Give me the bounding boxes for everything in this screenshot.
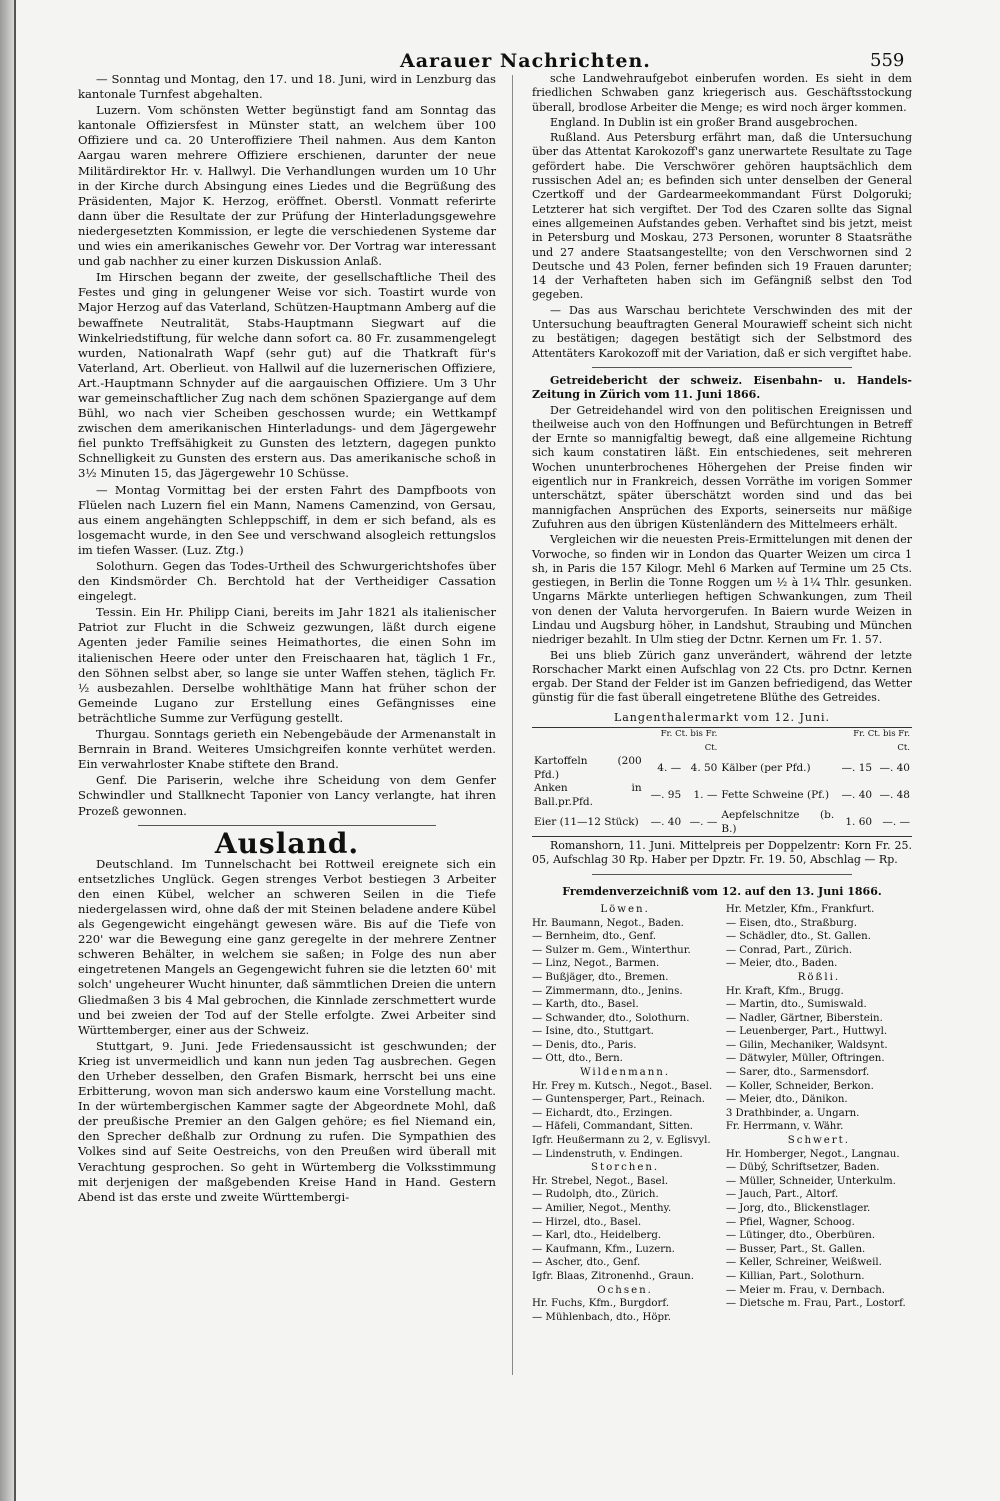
market-cell-l-item: Eier (11—12 Stück) bbox=[534, 815, 639, 828]
market-cell-l-to: 4. 50 bbox=[690, 761, 718, 774]
right-paragraphs bbox=[532, 72, 912, 361]
guest-list bbox=[532, 903, 912, 1324]
column-divider bbox=[512, 75, 513, 1375]
getreide-paragraphs bbox=[532, 404, 912, 706]
market-cell-r-to: —. 40 bbox=[879, 761, 910, 774]
article-paragraph: England. In Dublin ist ein großer Brand ausgebrochen. bbox=[550, 115, 858, 129]
guest-entry: Fr. Herrmann, v. Währ. bbox=[725, 1121, 844, 1133]
hotel-name: Ochsen. bbox=[597, 1284, 653, 1296]
market-col-header-right: Fr. Ct. bis Fr. Ct. bbox=[853, 729, 910, 753]
guest-entry: — Eisen, dto., Straßburg. bbox=[725, 917, 858, 929]
market-table bbox=[532, 728, 912, 836]
market-header-row bbox=[532, 728, 912, 755]
guest-entry: — Lindenstruth, v. Endingen. bbox=[532, 1148, 683, 1160]
market-cell-r-from: 1. 60 bbox=[845, 815, 873, 828]
article-paragraph: Tessin. Ein Hr. Philipp Ciani, bereits im Jahr 1821 als italienischer Patriot zur Flucht in die Schweiz gezwungen, läßt durch eigene Agenten jeder Familie seines Heimathortes, die einen Sohn im italienischen Heere oder unter den Freischaaren hat, täglich 1 Fr., den Söhnen selbst aber, so lange sie unter Waffen stehen, täglich Fr. ½ ausbezahlen. Derselbe wohlthätige Mann hat früher schon der Gemeinde Lugano zur Erstellung eines Gefängnisses eine beträchtliche Summe zur Verfügung gestellt. bbox=[78, 605, 496, 725]
guest-entry: Igfr. Blaas, Zitronenhd., Graun. bbox=[532, 1270, 694, 1282]
guest-entry: — Dätwyler, Müller, Oftringen. bbox=[725, 1053, 885, 1065]
guest-entry: — Koller, Schneider, Berkon. bbox=[725, 1080, 874, 1092]
market-cell-l-from: —. 40 bbox=[650, 815, 682, 828]
article-paragraph: Rußland. Aus Petersburg erfährt man, daß die Untersuchung über das Attentat Karokozoff's ganz unerwartete Resultate zu Tage gefördert habe. Die Verschwörer gehören hauptsächlich dem russischen Adel an; es befinden sich unter denselben der General Czertkoff und der Gardearmeekommandant Fürst Dolgoruki; Letzterer hat sich vergiftet. Der Tod des Czaren sollte das Signal eines allgemeinen Aufstandes geben. Verhaftet sind bis jetzt, meist in Petersburg und Moskau, 273 Personen, worunter 8 Staatsräthe und 27 andere Staatsangestellte; von den Verschwornen sind 2 Deutsche und 43 Polen, ferner befinden sich 19 Frauen darunter; 14 der Verhafteten haben sich im Gefängniß selbst den Tod gegeben. bbox=[532, 131, 912, 302]
fremden-title: Fremdenverzeichniß vom 12. auf den 13. Juni 1866. bbox=[562, 884, 882, 898]
guest-entry: — Killian, Part., Solothurn. bbox=[725, 1270, 865, 1282]
guest-entry: — Lütinger, dto., Oberbüren. bbox=[725, 1230, 876, 1242]
section-rule-2 bbox=[592, 367, 852, 368]
market-cell-l-to: 1. — bbox=[693, 788, 718, 801]
guest-entry: — Martin, dto., Sumiswald. bbox=[725, 999, 867, 1011]
market-row bbox=[532, 809, 912, 836]
guest-entry: — Guntensperger, Part., Reinach. bbox=[532, 1094, 706, 1106]
guest-entry: Hr. Kraft, Kfm., Brugg. bbox=[725, 985, 844, 997]
guest-entry: — Dübý, Schriftsetzer, Baden. bbox=[725, 1162, 880, 1174]
guest-entry: — Bußjäger, dto., Bremen. bbox=[532, 971, 669, 983]
market-cell-l-from: —. 95 bbox=[650, 788, 682, 801]
guest-entry: — Sulzer m. Gem., Winterthur. bbox=[532, 944, 691, 956]
guest-entry: — Karth, dto., Basel. bbox=[532, 999, 639, 1011]
guest-entry: — Bernheim, dto., Genf. bbox=[532, 931, 657, 943]
guest-entry: — Meier, dto., Dänikon. bbox=[725, 1094, 848, 1106]
guest-entry: Hr. Baumann, Negot., Baden. bbox=[532, 917, 684, 929]
ausland-paragraph: Stuttgart, 9. Juni. Jede Friedensaussicht ist geschwunden; der Krieg ist unvermeidlich und kann nun jeden Tag ausbrechen. Gegen den Urheber desselben, den Grafen Bismark, herrscht bei uns eine Erbitterung, wovon man sich anderswo kaum eine Vorstellung macht. In der würtembergischen Kammer sagte der Abgeordnete Mohl, daß der preußische Premier an den Galgen gehöre; es fiel Niemand ein, den Sprecher deßhalb zur Ordnung zu rufen. Die Sympathien des Volkes sind auf Seite Oestreichs, von den Preußen wird überall mit Verachtung gesprochen. So geht in Würtemberg die Volksstimmung mit derjenigen der maßgebenden Kreise Hand in Hand. Gestern Abend ist das erste und zweite Württembergi- bbox=[78, 1038, 496, 1204]
market-cell-r-to: —. — bbox=[882, 815, 910, 828]
market-table-wrap bbox=[532, 727, 912, 837]
article-paragraph: Im Hirschen begann der zweite, der gesellschaftliche Theil des Festes und ging in gelungener Weise vor sich. Toastirt wurde von Major Herzog auf das Vaterland, Schützen-Hauptmann Amberg auf die bewaffnete Neutralität, Stabs-Hauptmann Siegwart auf die Winkelriedstiftung, für welche dann sofort ca. 80 Fr. zusammengelegt wurden, Nationalrath Wapf (sehr gut) auf die Thatkraft für's Vaterland, Art. Oberlieut. von Hallwil auf die luzernerischen Offiziere, Art.-Hauptmann Schnyder auf die aargauischen Offiziere. Um 3 Uhr war gemeinschaftlicher Zug nach dem schönen Spaziergange auf dem Bühl, wo nach vier Scheiben geschossen wurde; ein Wettkampf zwischen dem amerikanischen Hinterladungs- und dem Jägergewehr fiel punkto Treffsähigkeit zu Gunsten des letztern, dagegen punkto Schnelligkeit zu Gunsten des erstern aus. Das amerikanische schoß in 3½ Minuten 15, das Jägergewehr 10 Schüsse. bbox=[78, 270, 496, 481]
guest-entry: — Keller, Schreiner, Weißweil. bbox=[725, 1257, 882, 1269]
hotel-name: Löwen. bbox=[600, 903, 650, 915]
guest-entry: — Meier, dto., Baden. bbox=[725, 958, 838, 970]
market-cell-r-item: Fette Schweine (Pf.) bbox=[721, 788, 830, 801]
article-paragraph: — Das aus Warschau berichtete Verschwinden des mit der Untersuchung beauftragten General Mourawieff scheint sich nicht zu bestätigen; dagegen bestätigt sich der Selbstmord des Attentäters Karokozoff mit der Variation, daß er sich vergiftet habe. bbox=[532, 303, 912, 360]
market-col-header-left: Fr. Ct. bis Fr. Ct. bbox=[660, 729, 718, 753]
page-number: 559 bbox=[870, 50, 905, 71]
guest-column-left bbox=[532, 903, 718, 1324]
guest-entry: — Kaufmann, Kfm., Luzern. bbox=[532, 1243, 675, 1255]
guest-entry: Hr. Metzler, Kfm., Frankfurt. bbox=[725, 903, 875, 915]
market-cell-l-from: 4. — bbox=[657, 761, 682, 774]
romanshorn-report: Romanshorn, 11. Juni. Mittelpreis per Doppelzentr: Korn Fr. 25. 05, Aufschlag 30 Rp. Haber per Dpztr. Fr. 19. 50, Abschlag — Rp. bbox=[532, 839, 912, 867]
getreide-paragraph: Der Getreidehandel wird von den politischen Ereignissen und theilweise auch von den Hoffnungen und Befürchtungen in Betreff der Ernte so mannigfaltig bewegt, daß eine allgemeine Richtung sich kaum constatiren läßt. Ein entschiedenes, seit mehreren Wochen ununterbrochenes Höhergehen der Preise finden wir eigentlich nur in Frankreich, dessen Vorräthe im vorigen Sommer unterschätzt, später überschätzt worden sind und das bei mannigfachen Ansprüchen des Exports, seinerseits nur mäßige Zufuhren aus den übrigen Küstenländern des Mittelmeers erhält. bbox=[532, 403, 912, 531]
getreide-title: Getreidebericht der schweiz. Eisenbahn- u. Handels-Zeitung in Zürich vom 11. Juni 1866. bbox=[532, 373, 912, 402]
guest-entry: — Denis, dto., Paris. bbox=[532, 1039, 637, 1051]
hotel-name: Schwert. bbox=[787, 1135, 850, 1147]
article-paragraph: sche Landwehraufgebot einberufen worden. Es sieht in dem friedlichen Schwaben ganz kriegerisch aus. Geschäftsstockung überall, brodlose Arbeiter die Menge; es wird noch ärger kommen. bbox=[532, 72, 912, 114]
guest-entry: Hr. Homberger, Negot., Langnau. bbox=[725, 1148, 900, 1160]
market-cell-r-item: Aepfelschnitze (b. B.) bbox=[721, 809, 835, 835]
ausland-heading: Ausland. bbox=[214, 826, 360, 860]
getreide-paragraph: Vergleichen wir die neuesten Preis-Ermittelungen mit denen der Vorwoche, so finden wir in London das Quarter Weizen um circa 1 sh, in Paris die 157 Kilogr. Mehl 6 Marken auf Termine um 25 Cts. gestiegen, in Berlin die Tonne Roggen um ½ à 1¼ Thlr. gesunken. Ungarns Märkte unterliegen heftigen Schwankungen, zum Theil von denen der Valuta hervorgerufen. In Baiern wurde Weizen in Lindau und Augsburg höher, in Landshut, Straubing und München niedriger bezahlt. In Ulm stieg der Dctnr. Kernen um Fr. 1. 57. bbox=[532, 533, 912, 647]
guest-entry: 3 Drathbinder, a. Ungarn. bbox=[725, 1107, 860, 1119]
right-column bbox=[532, 72, 912, 1324]
left-paragraphs bbox=[78, 72, 496, 819]
guest-entry: — Jauch, Part., Altorf. bbox=[725, 1189, 839, 1201]
market-row bbox=[532, 782, 912, 809]
guest-entry: Hr. Frey m. Kutsch., Negot., Basel. bbox=[532, 1080, 713, 1092]
left-column bbox=[78, 72, 496, 1206]
market-cell-r-to: —. 48 bbox=[879, 788, 910, 801]
guest-entry: — Pfiel, Wagner, Schoog. bbox=[725, 1216, 855, 1228]
article-paragraph: Genf. Die Pariserin, welche ihre Scheidung von dem Genfer Schwindler und Stallknecht Taponier von Lancy verlangte, hat ihren Prozeß gewonnen. bbox=[78, 773, 496, 818]
article-paragraph: — Montag Vormittag bei der ersten Fahrt des Dampfboots von Flüelen nach Luzern fiel ein Mann, Namens Camenzind, von Gersau, aus einem angehängten Schleppschiff, in dem er sich befand, als es losgemacht wurde, in den See und verschwand alsogleich rettungslos im tiefen Wasser. (Luz. Ztg.) bbox=[78, 482, 496, 557]
page-header-title: Aarauer Nachrichten. bbox=[400, 50, 651, 72]
market-cell-r-item: Kälber (per Pfd.) bbox=[721, 761, 811, 774]
article-paragraph: Thurgau. Sonntags gerieth ein Nebengebäude der Armenanstalt in Bernrain in Brand. Weiteres Umsichgreifen konnte verhütet werden. Ein verwahrloster Knabe stiftete den Brand. bbox=[78, 727, 496, 772]
guest-entry: — Conrad, Part., Zürich. bbox=[725, 944, 853, 956]
market-cell-l-item: Kartoffeln (200 Pfd.) bbox=[534, 755, 642, 781]
guest-entry: — Zimmermann, dto., Jenins. bbox=[532, 985, 683, 997]
ausland-paragraphs bbox=[78, 857, 496, 1205]
guest-entry: — Nadler, Gärtner, Biberstein. bbox=[725, 1012, 883, 1024]
guest-entry: — Busser, Part., St. Gallen. bbox=[725, 1243, 866, 1255]
market-row bbox=[532, 755, 912, 782]
getreide-paragraph: Bei uns blieb Zürich ganz unverändert, während der letzte Rorschacher Markt einen Aufschlag von 22 Cts. pro Dctnr. Kernen ergab. Der Stand der Felder ist im Ganzen befriedigend, das Wetter günstig für die fast überall eingetretene Blüthe des Getreides. bbox=[532, 648, 912, 705]
guest-entry: — Meier m. Frau, v. Dernbach. bbox=[725, 1284, 886, 1296]
guest-entry: — Ascher, dto., Genf. bbox=[532, 1257, 641, 1269]
guest-entry: — Karl, dto., Heidelberg. bbox=[532, 1230, 662, 1242]
guest-entry: — Müller, Schneider, Unterkulm. bbox=[725, 1175, 896, 1187]
article-paragraph: Solothurn. Gegen das Todes-Urtheil des Schwurgerichtshofes über den Kindsmörder Ch. Berchtold hat der Vertheidiger Cassation eingelegt. bbox=[78, 559, 496, 604]
guest-entry: — Hirzel, dto., Basel. bbox=[532, 1216, 642, 1228]
section-rule-3 bbox=[592, 874, 852, 875]
market-cell-r-from: —. 15 bbox=[841, 761, 873, 774]
guest-entry: — Jorg, dto., Blickenstlager. bbox=[725, 1203, 871, 1215]
guest-entry: — Sarer, dto., Sarmensdorf. bbox=[725, 1067, 870, 1079]
guest-entry: — Mühlenbach, dto., Höpr. bbox=[532, 1311, 671, 1323]
market-cell-l-item: Anken in Ball.pr.Pfd. bbox=[534, 782, 642, 808]
market-title: Langenthalermarkt vom 12. Juni. bbox=[613, 710, 831, 724]
ausland-paragraph: Deutschland. Im Tunnelschacht bei Rottweil ereignete sich ein entsetzliches Unglück. Gegen strenges Verbot bestiegen 3 Arbeiter den einen Kübel, welcher an schweren Seilen in die Tiefe niedergelassen wird, ohne daß der mit Steinen beladene andere Kübel als Gegengewicht eingehängt gewesen wäre. Bis auf die Tiefe von 220' war die Bewegung eine ganz geregelte in der mehrere Zentner schweren Behälter, in welchem sie saßen; in Folge des nun aber eingetretenen Mangels an Gegengewicht fuhren sie die letzten 60' mit solch' ungeheurer Wucht hinunter, daß sämmtlichen Dreien die untern Gliedmaßen 3 bis 4 Mal gebrochen, die Kinnlade zerschmettert wurde und bei zweien der Tod auf der Stelle erfolgte. Zwei Arbeiter sind Württemberger, einer aus der Schweiz. bbox=[78, 856, 496, 1037]
market-cell-l-to: —. — bbox=[689, 815, 718, 828]
section-rule bbox=[138, 825, 436, 826]
article-paragraph: Luzern. Vom schönsten Wetter begünstigt fand am Sonntag das kantonale Offiziersfest in Münster statt, an welchem über 100 Offiziere und ca. 20 Unteroffiziere Theil nahmen. Aus dem Kanton Aargau waren mehrere Offiziere erschienen, darunter der neue Militärdirektor Hr. v. Hallwyl. Die Verhandlungen wurden um 10 Uhr in der Kirche durch Absingung eines Liedes und die Begrüßung des Präsidenten, Major K. Herzog, eröffnet. Oberstl. Vonmatt referirte dann über die Resultate der zur Prüfung der Hinterladungsgewehre niedergesetzten Kommission, er legte die verschiedenen Systeme dar und wies ein amerikanisches Gewehr vor. Der Vortrag war interessant und gab nachher zu einer kurzen Diskussion Anlaß. bbox=[78, 103, 496, 269]
guest-entry: — Isine, dto., Stuttgart. bbox=[532, 1026, 654, 1038]
article-paragraph: — Sonntag und Montag, den 17. und 18. Juni, wird in Lenzburg das kantonale Turnfest abgehalten. bbox=[78, 72, 496, 102]
guest-entry: — Amilier, Negot., Menthy. bbox=[532, 1203, 672, 1215]
guest-entry: Igfr. Heußermann zu 2, v. Eglisvyl. bbox=[532, 1135, 711, 1147]
guest-entry: — Häfeli, Commandant, Sitten. bbox=[532, 1121, 694, 1133]
guest-entry: — Ott, dto., Bern. bbox=[532, 1053, 623, 1065]
guest-column-right bbox=[726, 903, 912, 1324]
guest-entry: — Leuenberger, Part., Huttwyl. bbox=[725, 1026, 888, 1038]
hotel-name: Wildenmann. bbox=[580, 1067, 671, 1079]
page-edge-shadow bbox=[0, 0, 14, 1501]
guest-entry: — Schädler, dto., St. Gallen. bbox=[725, 931, 871, 943]
hotel-name: Storchen. bbox=[591, 1162, 660, 1174]
page-edge-line bbox=[14, 0, 16, 1501]
guest-entry: — Gilin, Mechaniker, Waldsynt. bbox=[725, 1039, 888, 1051]
hotel-name: Rößli. bbox=[797, 971, 841, 983]
guest-entry: Hr. Fuchs, Kfm., Burgdorf. bbox=[532, 1298, 670, 1310]
guest-entry: — Rudolph, dto., Zürich. bbox=[532, 1189, 659, 1201]
guest-entry: — Schwander, dto., Solothurn. bbox=[532, 1012, 690, 1024]
market-cell-r-from: —. 40 bbox=[841, 788, 873, 801]
guest-entry: — Linz, Negot., Barmen. bbox=[532, 958, 660, 970]
guest-entry: — Dietsche m. Frau, Part., Lostorf. bbox=[725, 1298, 906, 1310]
guest-entry: Hr. Strebel, Negot., Basel. bbox=[532, 1175, 669, 1187]
guest-entry: — Eichardt, dto., Erzingen. bbox=[532, 1107, 673, 1119]
